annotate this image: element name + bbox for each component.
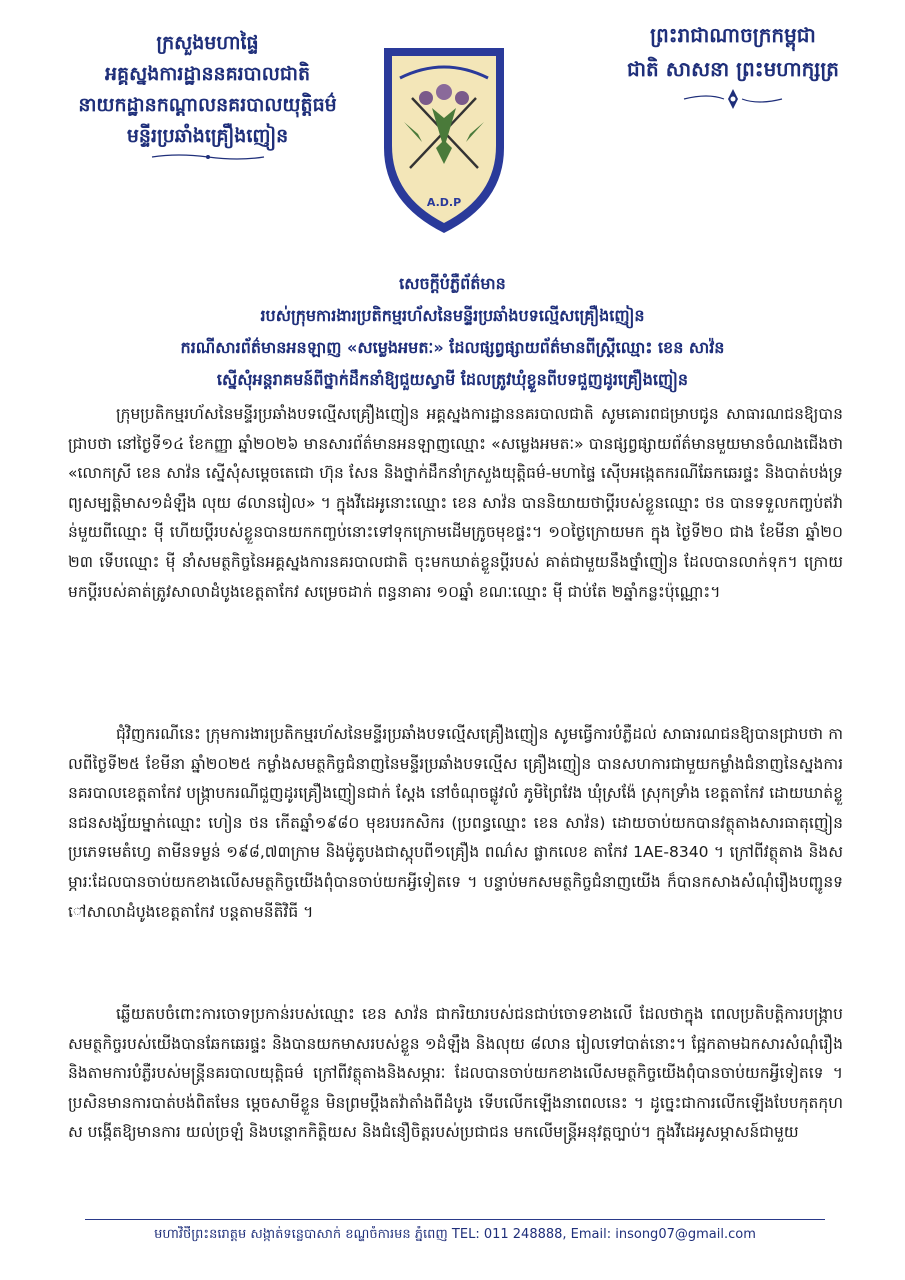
title-line-3: ករណីសារព័ត៌មានអនឡាញ «សម្លេងអមតៈ» ដែលផ្សព្វផ្សាយព័ត៌មានពីស្ត្រីឈ្មោះ ខេន សាវ៉ន — [180, 338, 725, 357]
emblem-caption: A.D.P — [426, 196, 462, 209]
kingdom-title: ព្រះរាជាណាចក្រកម្ពុជា — [650, 23, 816, 47]
kingdom-motto: ជាតិ សាសនា ព្រះមហាក្សត្រ — [627, 57, 839, 81]
royal-ornament-icon — [678, 86, 788, 112]
ministry-line-2: អគ្គស្នងការដ្ឋាននគរបាលជាតិ — [104, 63, 311, 85]
ministry-line-1: ក្រសួងមហាផ្ទៃ — [156, 32, 259, 54]
footer-contact: មហាវិថីព្រះនរោត្តម សង្កាត់ទន្លេបាសាក់ ខណ្ឌចំការមន ភ្នំពេញ TEL: 011 248888, Email: insong07@gmail.com — [154, 1227, 756, 1242]
paragraph-1: ក្រុមប្រតិកម្មរហ័សនៃមន្ទីរប្រឆាំងបទល្មើសគ្រឿងញៀន អគ្គស្នងការដ្ឋាននគរបាលជាតិ សូមគោរពជម្រាបជូន សាធារណជនឱ្យបានជ្រាបថា នៅថ្ងៃទី១៤ ខែកញ្ញា ឆ្នាំ២០២៦ មានសារព័ត៌មានអនឡាញឈ្មោះ «សម្លេងអមតៈ» បានផ្សព្វផ្សាយព័ត៌មានមួយមានចំណងជើងថា «លោកស្រី ខេន សាវ៉ន ស្នើសុំសម្តេចតេជោ ហ៊ុន សែន និងថ្នាក់ដឹកនាំក្រសួងយុត្តិធម៌-មហាផ្ទៃ ស៊ើបអង្កេតករណីឆែកឆេរផ្ទះ និងបាត់បង់ទ្រព្យសម្បត្តិមាស១ដំឡឹង លុយ ៨លានរៀល» ។ ក្នុងវីដេអូនោះឈ្មោះ ខេន សាវ៉ន បាននិយាយថាប្តីរបស់ខ្លួនឈ្មោះ ថន បានទទួលកញ្ចប់ឥវ៉ាន់មួយពីឈ្មោះ ម៉ី ហើយប្តីរបស់ខ្លួនបានយកកញ្ចប់នោះទៅទុកក្រោមដើមក្រូចមុខផ្ទះ។ ១០ថ្ងៃក្រោយមក ក្នុង ថ្ងៃទី២០ ជាង ខែមីនា ឆ្នាំ២០២៣ ទើបឈ្មោះ ម៉ី នាំសមត្ថកិច្ចនៃអគ្គស្នងការនគរបាលជាតិ ចុះមកឃាត់ខ្លួនប្តីរបស់ គាត់ជាមួយនឹងថ្នាំញៀន ដែលបានលាក់ទុក។ ក្រោយមកប្តីរបស់គាត់ត្រូវសាលាដំបូងខេត្តតាកែវ សម្រេចដាក់ ពន្ធនាគារ ១០ឆ្នាំ ខណៈឈ្មោះ ម៉ី ជាប់តែ ២ឆ្នាំកន្លះប៉ុណ្ណោះ។ — [68, 405, 843, 601]
footer-divider — [85, 1219, 825, 1220]
title-line-2: របស់ក្រុមការងារប្រតិកម្មរហ័សនៃមន្ទីរប្រឆាំងបទល្មើសគ្រឿងញៀន — [260, 306, 645, 325]
divider-ornament-icon — [148, 152, 268, 162]
paragraph-3: ឆ្លើយតបចំពោះការចោទប្រកាន់របស់ឈ្មោះ ខេន សាវ៉ន ជាករិយារបស់ជនជាប់ចោទខាងលើ ដែលថាក្នុង ពេលប្រតិបត្តិការបង្ក្រាប សមត្ថកិច្ចរបស់យើងបានឆែកឆេរផ្ទះ និងបានយកមាសរបស់ខ្លួន ១ដំឡឹង និងលុយ ៨លាន រៀលទៅបាត់នោះ។ ផ្អែកតាមឯកសារសំណុំរឿង និងតាមការបំភ្លឺរបស់មន្ត្រីនគរបាលយុត្តិធម៌ ក្រៅពីវត្ថុតាងនិងសម្ភារៈ ដែលបានចាប់យកខាងលើសមត្ថកិច្ចយើងពុំបានចាប់យកអ្វីទៀតទេ ។ ប្រសិនមានការបាត់បង់ពិតមែន ម្តេចសាមីខ្លួន មិនព្រមប្តឹងតវ៉ាតាំងពីដំបូង ទើបលើកឡើងនាពេលនេះ ។ ដូច្នេះជាការលើកឡើងបែបកុតកុហស បង្កើតឱ្យមានការ យល់ច្រឡំ និងបន្ថោកកិត្តិយស និងជំនឿចិត្តរបស់ប្រជាជន មកលើមន្ត្រីអនុវត្តច្បាប់។ ក្នុងវីដេអូសម្ភាសន៍ជាមួយ — [68, 1005, 843, 1142]
paragraph-2: ជុំវិញករណីនេះ ក្រុមការងារប្រតិកម្មរហ័សនៃមន្ទីរប្រឆាំងបទល្មើសគ្រឿងញៀន សូមធ្វើការបំភ្លឺដល់ សាធារណជនឱ្យបានជ្រាបថា កាលពីថ្ងៃទី២៥ ខែមីនា ឆ្នាំ២០២៥ កម្លាំងសមត្ថកិច្ចជំនាញនៃមន្ទីរប្រឆាំងបទល្មើស គ្រឿងញៀន បានសហការជាមួយកម្លាំងជំនាញនៃស្នងការនគរបាលខេត្តតាកែវ បង្ក្រាបករណីជួញដូរគ្រឿងញៀនជាក់ ស្តែង នៅចំណុចផ្លូវលំ ភូមិព្រៃវែង ឃុំស្រង៉ែ ស្រុកទ្រាំង ខេត្តតាកែវ ដោយឃាត់ខ្លួនជនសង្ស័យម្នាក់ឈ្មោះ ហៀន ថន កើតឆ្នាំ១៩៨០ មុខរបរកសិករ (ប្រពន្ធឈ្មោះ ខេន សាវ៉ន) ដោយចាប់យកបានវត្ថុតាងសារធាតុញៀន ប្រភេទមេតំហ្វេ តាមីនទម្ងន់ ១៩៨,៧៣ក្រាម និងម៉ូតូបងជាស្កុបពី១គ្រឿង ពណ៌ស ផ្លាកលេខ តាកែវ 1AE-8340 ។ ក្រៅពីវត្ថុតាង និងសម្ភារៈដែលបានចាប់យកខាងលើសមត្ថកិច្ចយើងពុំបានចាប់យកអ្វីទៀតទេ ។ បន្ទាប់មកសមត្ថកិច្ចជំនាញយើង ក៏បានកសាងសំណុំរឿងបញ្ជូនទៅសាលាដំបូងខេត្តតាកែវ បន្តតាមនីតិវិធី ។ — [68, 725, 843, 921]
title-line-1: សេចក្តីបំភ្លឺព័ត៌មាន — [399, 274, 506, 293]
document-title — [60, 268, 845, 396]
kingdom-header — [583, 18, 883, 112]
title-line-4: ស្នើសុំអន្តរាគមន៍ពីថ្នាក់ដឹកនាំឱ្យជួយស្វាមី ដែលត្រូវឃុំខ្លួនពីបទជួញដូរគ្រឿងញៀន — [216, 370, 689, 389]
ministry-header — [40, 28, 375, 162]
ministry-line-3: នាយកដ្ឋានកណ្តាលនគរបាលយុត្តិធម៌ — [78, 94, 337, 116]
adp-emblem-logo — [376, 38, 512, 238]
ministry-line-4: មន្ទីរប្រឆាំងគ្រឿងញៀន — [126, 125, 289, 147]
